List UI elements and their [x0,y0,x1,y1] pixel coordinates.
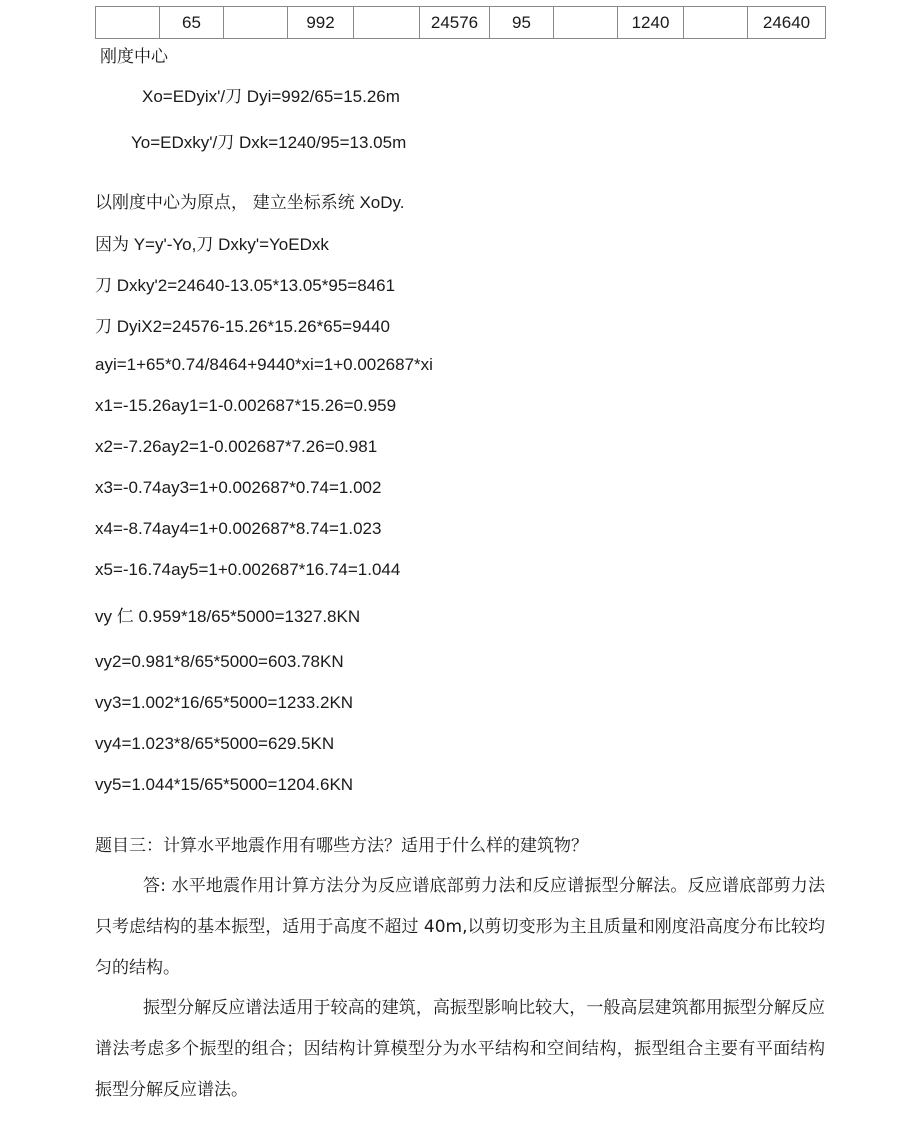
table-cell: 992 [288,7,354,39]
text-line: x1=-15.26ay1=1-0.002687*15.26=0.959 [95,396,397,415]
table-cell: 1240 [618,7,684,39]
text-line: 刀 Dxky'2=24640-13.05*13.05*95=8461 [95,276,396,295]
text-line: vy4=1.023*8/65*5000=629.5KN [95,734,335,753]
table-row [96,7,826,39]
table-cell: 95 [490,7,554,39]
table-cell: 24576 [420,7,490,39]
text-line: vy5=1.044*15/65*5000=1204.6KN [95,775,354,794]
equation-yo: Yo=EDxky'/刀 Dxk=1240/95=13.05m [131,133,407,152]
answer-paragraph-2: 振型分解反应谱法适用于较高的建筑，高振型影响比较大，一般高层建筑都用振型分解反应谱法考虑多个振型的组合；因结构计算模型分为水平结构和空间结构，振型组合主要有平面结构振型分解反应谱法。 [95,998,825,1100]
text-line: x2=-7.26ay2=1-0.002687*7.26=0.981 [95,437,378,456]
text-line: vy2=0.981*8/65*5000=603.78KN [95,652,344,671]
text-line: vy3=1.002*16/65*5000=1233.2KN [95,693,354,712]
question-title: 题目三：计算水平地震作用有哪些方法？适用于什么样的建筑物？ [95,836,588,855]
text-line: x4=-8.74ay4=1+0.002687*8.74=1.023 [95,519,382,538]
table-cell [554,7,618,39]
text-line: x3=-0.74ay3=1+0.002687*0.74=1.002 [95,478,382,497]
table-cell [684,7,748,39]
equation-xo: Xo=EDyix'/刀 Dyi=992/65=15.26m [142,87,400,106]
table-cell [96,7,160,39]
text-line: x5=-16.74ay5=1+0.002687*16.74=1.044 [95,560,401,579]
table-cell [354,7,420,39]
answer-paragraph-1: 答: 水平地震作用计算方法分为反应谱底部剪力法和反应谱振型分解法。反应谱底部剪力法只考虑结构的基本振型，适用于高度不超过 40m,以剪切变形为主且质量和刚度沿高度分布比较均匀的结构。 [95,876,825,978]
data-table [95,6,826,39]
text-line: 因为 Y=y'-Yo,刀 Dxky'=YoEDxk [95,235,329,254]
table-cell [224,7,288,39]
text-line: vy 仁 0.959*18/65*5000=1327.8KN [95,607,361,626]
table-cell: 24640 [748,7,826,39]
section-heading-stiffness: 刚度中心 [100,47,168,66]
table-cell: 65 [160,7,224,39]
text-line: ayi=1+65*0.74/8464+9440*xi=1+0.002687*xi [95,355,433,374]
text-line: 以刚度中心为原点， 建立坐标系统 XoDy. [95,193,405,212]
text-line: 刀 DyiX2=24576-15.26*15.26*65=9440 [95,317,390,336]
